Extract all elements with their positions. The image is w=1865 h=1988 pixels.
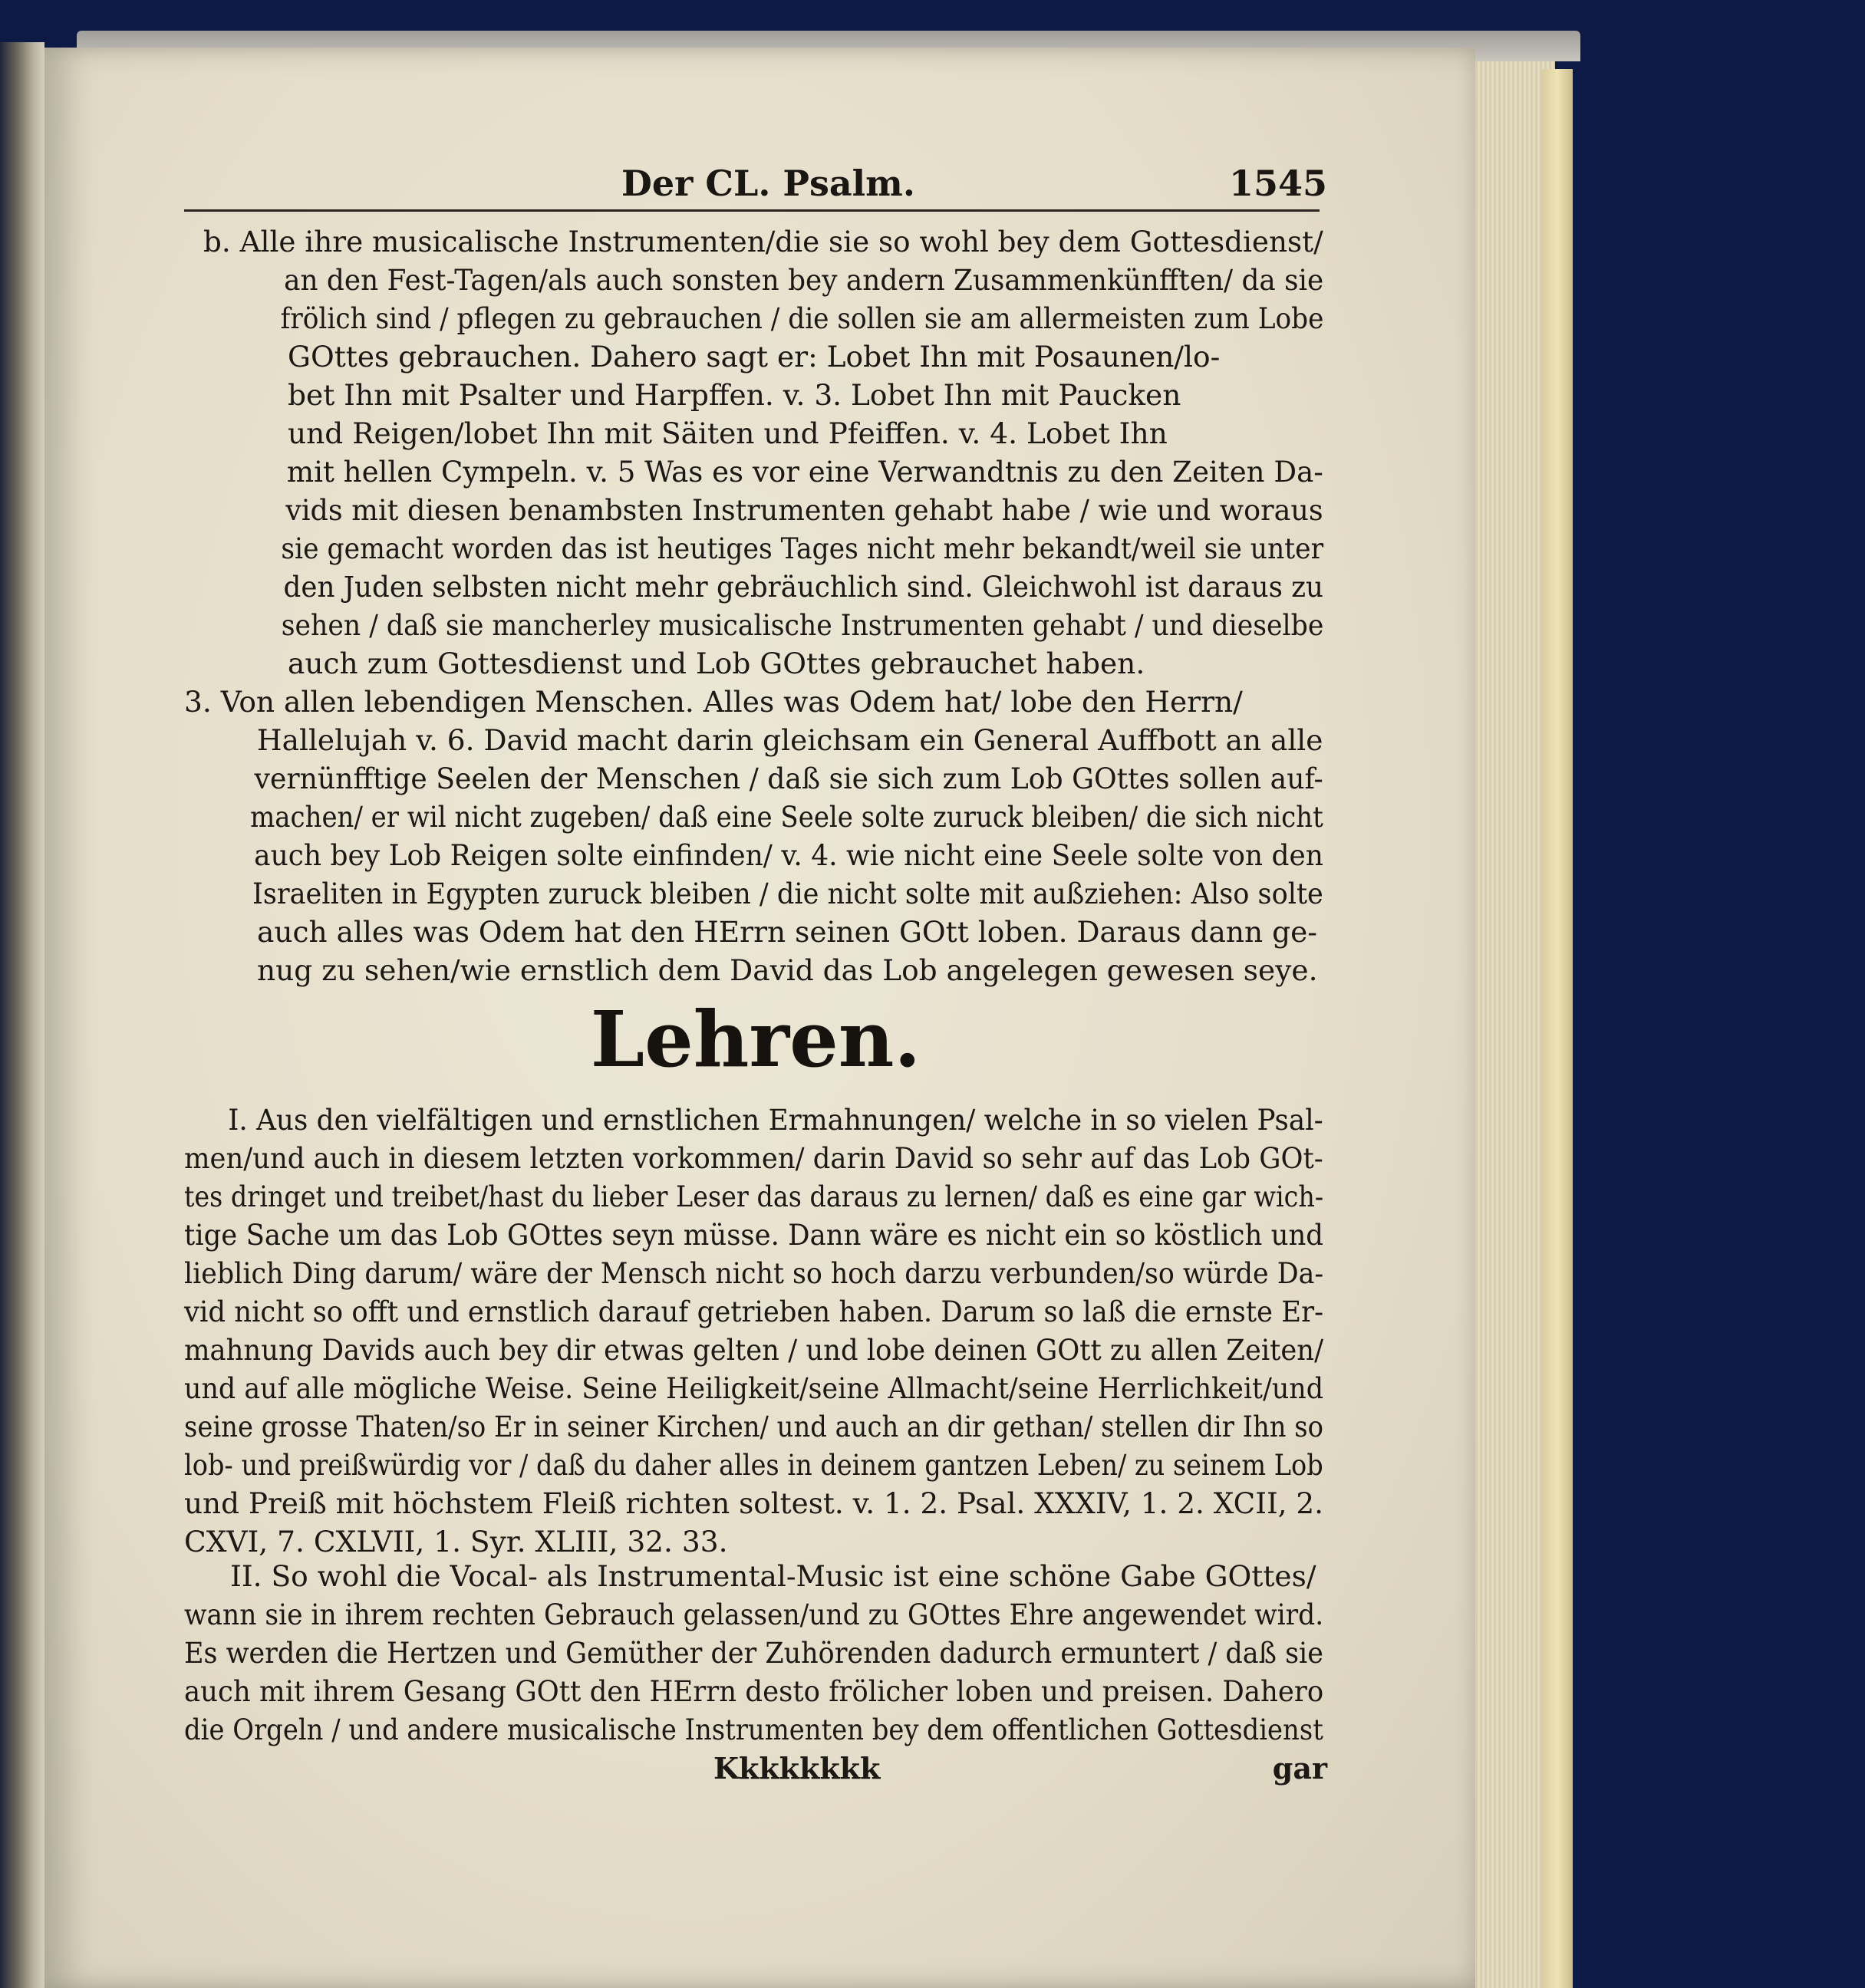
- text-line: vernünfftige Seelen der Menschen / daß sie sich zum Lob GOttes sollen auf-: [254, 762, 1323, 795]
- text-line: b. Alle ihre musicalische Instrumenten/die sie so wohl bey dem Gottesdienst/: [203, 225, 1323, 258]
- text-line: auch alles was Odem hat den HErrn seinen GOtt loben. Daraus dann ge-: [257, 915, 1317, 949]
- text-line: GOttes gebrauchen. Dahero sagt er: Lobet Ihn mit Posaunen/lo-: [288, 340, 1221, 374]
- running-title: Der CL. Psalm.: [621, 163, 915, 204]
- page-footer: [184, 1751, 1327, 1789]
- paragraph-II: [184, 1557, 1323, 1749]
- catchword: gar: [1272, 1751, 1327, 1786]
- text-line: machen/ er wil nicht zugeben/ daß eine Seele solte zuruck bleiben/ die sich nicht: [250, 800, 1323, 834]
- text-line: I. Aus den vielfältigen und ernstlichen Ermahnungen/ welche in so vielen Psal-: [228, 1103, 1323, 1137]
- paragraph-3: [184, 683, 1323, 989]
- text-line: den Juden selbsten nicht mehr gebräuchlich sind. Gleichwohl ist daraus zu: [283, 570, 1323, 604]
- text-line: bet Ihn mit Psalter und Harpffen. v. 3. Lobet Ihn mit Paucken: [288, 378, 1181, 412]
- text-line: und Reigen/lobet Ihn mit Säiten und Pfeiffen. v. 4. Lobet Ihn: [288, 416, 1168, 450]
- text-line: nug zu sehen/wie ernstlich dem David das Lob angelegen gewesen seye.: [257, 953, 1318, 987]
- text-line: vid nicht so offt und ernstlich darauf getrieben haben. Darum so laß die ernste Er-: [184, 1295, 1324, 1328]
- text-line: und auf alle mögliche Weise. Seine Heiligkeit/seine Allmacht/seine Herrlichkeit/und: [184, 1371, 1324, 1405]
- text-line: die Orgeln / und andere musicalische Instrumenten bey dem offentlichen Gottesdienst: [184, 1713, 1323, 1746]
- text-line: an den Fest-Tagen/als auch sonsten bey andern Zusammenkünfften/ da sie: [284, 263, 1324, 297]
- page-number: 1545: [1228, 163, 1327, 204]
- text-line: vids mit diesen benambsten Instrumenten gehabt habe / wie und woraus: [285, 493, 1323, 527]
- text-line: wann sie in ihrem rechten Gebrauch gelassen/und zu GOttes Ehre angewendet wird.: [184, 1598, 1324, 1631]
- text-line: und Preiß mit höchstem Fleiß richten soltest. v. 1. 2. Psal. XXXIV, 1. 2. XCII, 2.: [184, 1486, 1324, 1520]
- text-line: CXVI, 7. CXLVII, 1. Syr. XLIII, 32. 33.: [184, 1525, 728, 1558]
- text-line: sehen / daß sie mancherley musicalische Instrumenten gehabt / und dieselbe: [281, 608, 1324, 642]
- text-line: Es werden die Hertzen und Gemüther der Zuhörenden dadurch ermuntert / daß sie: [184, 1636, 1323, 1670]
- book-cover-right-edge: [1542, 69, 1573, 1988]
- text-line: II. So wohl die Vocal- als Instrumental-Music ist eine schöne Gabe GOttes/: [230, 1559, 1316, 1593]
- paragraph-b: [203, 222, 1323, 683]
- text-line: lieblich Ding darum/ wäre der Mensch nicht so hoch darzu verbunden/so würde Da-: [184, 1256, 1324, 1290]
- section-heading: Lehren.: [590, 994, 921, 1085]
- text-line: mahnung Davids auch bey dir etwas gelten / und lobe deinen GOtt zu allen Zeiten/: [184, 1333, 1323, 1367]
- signature-mark: Kkkkkkkk: [713, 1751, 881, 1786]
- text-line: Israeliten in Egypten zuruck bleiben / die nicht solte mit außziehen: Also solte: [252, 877, 1323, 910]
- text-line: auch mit ihrem Gesang GOtt den HErrn desto frölicher loben und preisen. Dahero: [184, 1674, 1324, 1708]
- text-line: auch zum Gottesdienst und Lob GOttes gebrauchet haben.: [288, 647, 1145, 680]
- text-line: lob- und preißwürdig vor / daß du daher alles in deinem gantzen Leben/ zu seinem Lob: [184, 1448, 1323, 1482]
- text-line: Hallelujah v. 6. David macht darin gleichsam ein General Auffbott an alle: [256, 723, 1323, 757]
- paragraph-I: [184, 1101, 1323, 1561]
- text-line: auch bey Lob Reigen solte einfinden/ v. 4. wie nicht eine Seele solte von den: [254, 838, 1323, 872]
- text-line: tes dringet und treibet/hast du lieber Leser das daraus zu lernen/ daß es eine gar wich-: [184, 1180, 1324, 1213]
- facing-page-edge: [0, 42, 44, 1988]
- text-line: mit hellen Cympeln. v. 5 Was es vor eine Verwandtnis zu den Zeiten Da-: [286, 455, 1323, 489]
- text-line: seine grosse Thaten/so Er in seiner Kirchen/ und auch an dir gethan/ stellen dir Ihn so: [184, 1410, 1323, 1443]
- text-line: sie gemacht worden das ist heutiges Tages nicht mehr bekandt/weil sie unter: [281, 532, 1324, 565]
- text-line: frölich sind / pflegen zu gebrauchen / die sollen sie am allermeisten zum Lobe: [280, 301, 1324, 335]
- text-line: men/und auch in diesem letzten vorkommen/ darin David so sehr auf das Lob GOt-: [184, 1141, 1323, 1175]
- page-stack-edge: [1461, 61, 1555, 1988]
- text-line: 3. Von allen lebendigen Menschen. Alles was Odem hat/ lobe den Herrn/: [184, 685, 1243, 719]
- running-head: [184, 163, 1327, 216]
- header-rule: [184, 209, 1320, 212]
- text-line: tige Sache um das Lob GOttes seyn müsse. Dann wäre es nicht ein so köstlich und: [184, 1218, 1324, 1252]
